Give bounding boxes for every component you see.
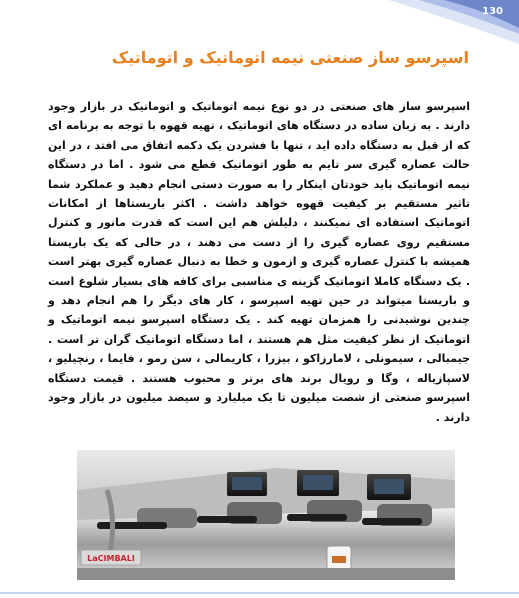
page-number: 130 <box>482 6 503 17</box>
body-paragraph: اسپرسو ساز های صنعتی در دو نوع نیمه اتوماتیک و اتوماتیک در بازار وجود دارند . به زبان ساده در دستگاه های اتوماتیک ، تهیه قهوه با توجه به برنامه ای که از قبل به دستگاه داده اید ، تنها با فشردن یک دکمه اتفاق می افتد ، در این حالت عصاره گیری سر تایم به طور اتوماتیک قطع می شود . اما در دستگاه نیمه اتوماتیک باید خودتان اینکار را به صورت دستی انجام دهید و عملکرد شما تاثیر مستقیم بر کیفیت قهوه خواهد داشت . اکثر باریستاها از امکانات اتوماتیک استفاده ای نمیکنند ، دلیلش هم این است که قدرت مانور و کنترل مستقیم روی عصاره گیری را از دست می دهند ، در حالی که یک باریستا همیشه با کنترل عصاره گیری و ازمون و خطا به دنبال عصاره گیری بهتر است . یک دستگاه کاملا اتوماتیک گزینه ی مناسبی برای کافه های بسیار شلوغ است و باریستا میتواند در حین تهیه اسپرسو ، کار های دیگر را هم انجام دهد و چندین نوشیدنی را همزمان تهیه کند . یک دستگاه اسپرسو نیمه اتوماتیک و اتوماتیک از نظر کیفیت مثل هم هستند ، اما دستگاه اتوماتیک گران تر است . جیمبالی ، سیمونلی ، لامارزاکو ، بیزرا ، کاریمالی ، سن رمو ، فایما ، رنچیلیو ، لاسپازیاله ، وگا و رویال برند های برتر و محبوب هستند . قیمت دستگاه اسپرسو صنعتی از شصت میلیون تا یک میلیارد و سیصد میلیون در بازار وجود دارند . <box>48 100 470 424</box>
page-title: اسپرسو ساز صنعتی نیمه اتوماتیک و اتوماتیک <box>111 48 469 67</box>
brand-logo <box>81 550 141 565</box>
svg-text:LaCIMBALI: LaCIMBALI <box>87 554 135 563</box>
bottom-rule <box>0 592 519 598</box>
espresso-machine-photo <box>77 450 455 580</box>
